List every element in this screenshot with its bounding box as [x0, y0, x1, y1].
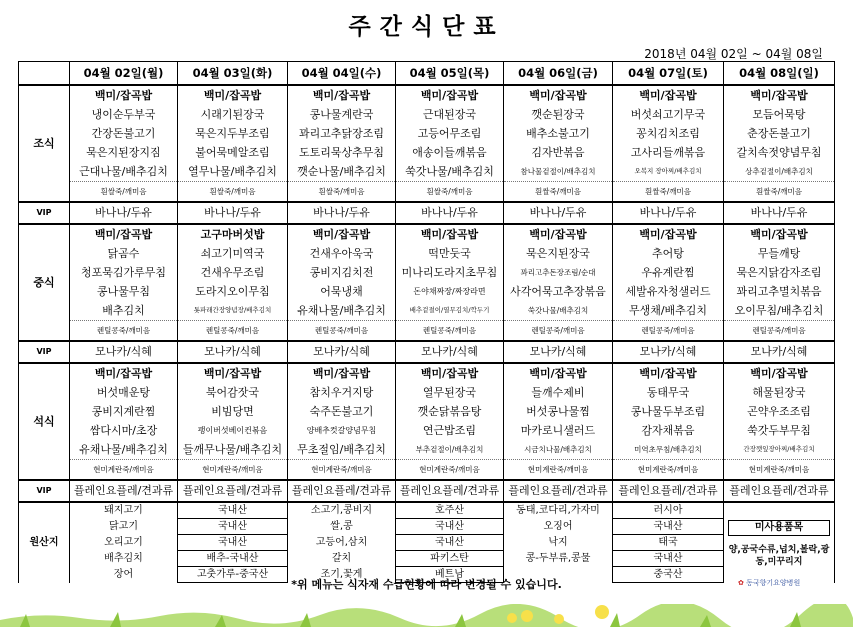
hospital-logo	[738, 578, 800, 588]
menu-item: 닭곰수	[70, 244, 178, 263]
origin-item: 콩-두부류,콩물	[504, 551, 613, 567]
menu-item: 미나리도라지초무침	[396, 263, 504, 282]
notice-text: *위 메뉴는 식자재 수급현황에 따라 변경될 수 있습니다.	[291, 578, 562, 591]
origin-item: 갈치	[288, 551, 396, 567]
origin-item: 고등어,삼치	[288, 535, 396, 551]
origin-country: 파키스탄	[396, 551, 504, 567]
origin-country: 국내산	[178, 535, 288, 551]
hospital-name: 동국향기요양병원	[746, 579, 801, 587]
menu-item: 고등어무조림	[396, 124, 504, 143]
menu-item: 무초절임/배추김치	[288, 440, 396, 460]
menu-item: 쌈다시마/초장	[70, 421, 178, 440]
vip-item: 모나카/식혜	[70, 341, 178, 363]
origin-country: 국내산	[613, 519, 724, 535]
menu-row	[19, 182, 835, 203]
menu-item: 현미계란죽/깨미음	[504, 460, 613, 481]
origin-country: 국내산	[178, 519, 288, 535]
menu-item: 김자반볶음	[504, 143, 613, 162]
menu-item: 참치우거지탕	[288, 383, 396, 402]
menu-item: 흰쌀죽/깨미음	[70, 182, 178, 203]
menu-item: 콩나물계란국	[288, 105, 396, 124]
vip-item: 바나나/두유	[613, 202, 724, 224]
vip-label: VIP	[19, 341, 70, 363]
menu-item: 콩나물두부조림	[613, 402, 724, 421]
vip-row	[19, 480, 835, 502]
origin-item: 조기,꽃게	[288, 567, 396, 583]
menu-item: 오복지 장아찌/배추김치	[613, 162, 724, 182]
menu-item: 고구마버섯밥	[178, 224, 288, 244]
vip-item: 바나나/두유	[70, 202, 178, 224]
menu-row	[19, 244, 835, 263]
menu-item: 현미계란죽/깨미음	[178, 460, 288, 481]
menu-item: 백미/잡곡밥	[288, 224, 396, 244]
origin-country: 호주산	[396, 502, 504, 519]
menu-item: 건새우아욱국	[288, 244, 396, 263]
origin-item: 장어	[70, 567, 178, 583]
hospital-logo-icon: ✿	[738, 579, 744, 587]
menu-item: 추어탕	[613, 244, 724, 263]
menu-item: 깻순된장국	[504, 105, 613, 124]
vip-item: 플레인요플레/견과류	[70, 480, 178, 502]
menu-item: 유채나물/배추김치	[288, 301, 396, 321]
origin-country: 국내산	[178, 502, 288, 519]
origin-item: 소고기,콩비지	[288, 502, 396, 519]
menu-item: 콩비지김치전	[288, 263, 396, 282]
menu-item: 간장돈불고기	[70, 124, 178, 143]
menu-item: 묵은지두부조림	[178, 124, 288, 143]
menu-item: 도라지오이무침	[178, 282, 288, 301]
menu-row	[19, 421, 835, 440]
vip-item: 모나카/식혜	[178, 341, 288, 363]
menu-item: 백미/잡곡밥	[504, 224, 613, 244]
menu-item: 백미/잡곡밥	[613, 85, 724, 105]
menu-item: 상추겉절이/배추김치	[724, 162, 835, 182]
menu-item: 꽁치김치조림	[613, 124, 724, 143]
menu-item: 숙주돈불고기	[288, 402, 396, 421]
origin-item: 낙지	[504, 535, 613, 551]
menu-item: 북어감잣국	[178, 383, 288, 402]
menu-item: 렌틸콩죽/깨미음	[613, 321, 724, 342]
menu-item: 비빔당면	[178, 402, 288, 421]
menu-item: 춘장돈불고기	[724, 124, 835, 143]
origin-country: 국내산	[396, 535, 504, 551]
menu-item: 마카로니샐러드	[504, 421, 613, 440]
menu-item: 들깨무나물/배추김치	[178, 440, 288, 460]
unused-items-header: 미사용품목	[728, 520, 830, 536]
vip-label: VIP	[19, 202, 70, 224]
menu-item: 참나물겉절이/배추김치	[504, 162, 613, 182]
day-header: 04월 08일(일)	[724, 62, 835, 86]
vip-item: 모나카/식혜	[504, 341, 613, 363]
menu-item: 흰쌀죽/깨미음	[288, 182, 396, 203]
menu-item: 묵은지닭감자조림	[724, 263, 835, 282]
menu-item: 깻순나물/배추김치	[288, 162, 396, 182]
menu-row	[19, 282, 835, 301]
menu-item: 불어묵메알조림	[178, 143, 288, 162]
menu-item: 백미/잡곡밥	[70, 363, 178, 383]
menu-item: 쇠고기미역국	[178, 244, 288, 263]
menu-item: 돈야채짜장/짜장라면	[396, 282, 504, 301]
menu-item: 해물된장국	[724, 383, 835, 402]
menu-item: 백미/잡곡밥	[70, 85, 178, 105]
menu-item: 흰쌀죽/깨미음	[613, 182, 724, 203]
menu-row	[19, 440, 835, 460]
meal-label: 중식	[19, 224, 70, 341]
menu-item: 동태무국	[613, 383, 724, 402]
vip-item: 바나나/두유	[178, 202, 288, 224]
menu-item: 렌틸콩죽/깨미음	[178, 321, 288, 342]
vip-item: 플레인요플레/견과류	[396, 480, 504, 502]
origin-country: 베트남	[396, 567, 504, 583]
menu-item: 콩비지계란찜	[70, 402, 178, 421]
meal-label: 조식	[19, 85, 70, 202]
origin-row	[19, 551, 835, 567]
menu-item: 고사리들깨볶음	[613, 143, 724, 162]
menu-item: 백미/잡곡밥	[288, 363, 396, 383]
menu-item: 백미/잡곡밥	[396, 363, 504, 383]
menu-item: 백미/잡곡밥	[70, 224, 178, 244]
menu-item: 팽이버섯베이컨볶음	[178, 421, 288, 440]
origin-country: 러시아	[613, 502, 724, 519]
menu-item: 렌틸콩죽/깨미음	[70, 321, 178, 342]
menu-item: 백미/잡곡밥	[724, 224, 835, 244]
menu-item: 근대나물/배추김치	[70, 162, 178, 182]
menu-row	[19, 85, 835, 105]
origin-country: 배추-국내산	[178, 551, 288, 567]
menu-item: 모듬어묵탕	[724, 105, 835, 124]
vip-item: 바나나/두유	[288, 202, 396, 224]
menu-item: 무생채/배추김치	[613, 301, 724, 321]
menu-item: 도토리묵상추무침	[288, 143, 396, 162]
menu-item: 근대된장국	[396, 105, 504, 124]
day-header: 04월 06일(금)	[504, 62, 613, 86]
menu-item: 현미계란죽/깨미음	[396, 460, 504, 481]
origin-item: 오리고기	[70, 535, 178, 551]
menu-item: 쑥갓두부무침	[724, 421, 835, 440]
weekly-menu-table	[18, 61, 835, 583]
menu-item: 감자채볶음	[613, 421, 724, 440]
origin-item: 닭고기	[70, 519, 178, 535]
menu-row	[19, 383, 835, 402]
vip-label: VIP	[19, 480, 70, 502]
vip-item: 바나나/두유	[724, 202, 835, 224]
menu-item: 현미계란죽/깨미음	[288, 460, 396, 481]
origin-row	[19, 519, 835, 535]
menu-item: 렌틸콩죽/깨미음	[504, 321, 613, 342]
menu-item: 백미/잡곡밥	[288, 85, 396, 105]
menu-item: 백미/잡곡밥	[613, 363, 724, 383]
unused-items-box	[724, 502, 835, 583]
origin-item: 배추김치	[70, 551, 178, 567]
menu-item: 백미/잡곡밥	[504, 363, 613, 383]
menu-item: 백미/잡곡밥	[613, 224, 724, 244]
menu-item: 백미/잡곡밥	[178, 85, 288, 105]
grass-decoration	[0, 604, 853, 627]
menu-row	[19, 460, 835, 481]
menu-item: 시래기된장국	[178, 105, 288, 124]
day-header: 04월 04일(수)	[288, 62, 396, 86]
menu-item: 시금치나물/배추김치	[504, 440, 613, 460]
menu-item: 톳파래간장양념장/배추김치	[178, 301, 288, 321]
vip-item: 바나나/두유	[504, 202, 613, 224]
menu-item: 열무나물/배추김치	[178, 162, 288, 182]
menu-item: 어묵냉채	[288, 282, 396, 301]
menu-item: 현미계란죽/깨미음	[724, 460, 835, 481]
menu-item: 세발유자청샐러드	[613, 282, 724, 301]
menu-item: 냉이순두부국	[70, 105, 178, 124]
menu-item: 백미/잡곡밥	[724, 85, 835, 105]
menu-item: 렌틸콩죽/깨미음	[288, 321, 396, 342]
menu-item: 무들깨탕	[724, 244, 835, 263]
menu-item: 곤약우조조림	[724, 402, 835, 421]
menu-item: 흰쌀죽/깨미음	[396, 182, 504, 203]
menu-item: 청포묵김가루무침	[70, 263, 178, 282]
origin-country: 고춧가루-중국산	[178, 567, 288, 583]
menu-item: 건새우무조림	[178, 263, 288, 282]
menu-item: 버섯매운탕	[70, 383, 178, 402]
menu-item: 쑥갓나물/배추김치	[396, 162, 504, 182]
menu-item: 깻순닭볶음탕	[396, 402, 504, 421]
vip-item: 모나카/식혜	[396, 341, 504, 363]
origin-row	[19, 535, 835, 551]
menu-item: 백미/잡곡밥	[504, 85, 613, 105]
menu-item: 꽈리고추멸치볶음	[724, 282, 835, 301]
menu-row	[19, 363, 835, 383]
menu-item: 갈치속젓양념무침	[724, 143, 835, 162]
menu-item: 흰쌀죽/깨미음	[504, 182, 613, 203]
menu-item: 오이무침/배추김치	[724, 301, 835, 321]
menu-row	[19, 143, 835, 162]
menu-item: 열무된장국	[396, 383, 504, 402]
vip-row	[19, 202, 835, 224]
origin-country: 중국산	[613, 567, 724, 583]
menu-item: 현미계란죽/깨미음	[70, 460, 178, 481]
origin-country: 태국	[613, 535, 724, 551]
day-header: 04월 03일(화)	[178, 62, 288, 86]
menu-item: 백미/잡곡밥	[396, 85, 504, 105]
menu-item: 우유계란찜	[613, 263, 724, 282]
origin-country: 국내산	[613, 551, 724, 567]
vip-item: 모나카/식혜	[613, 341, 724, 363]
corner-cell	[19, 62, 70, 86]
menu-item: 쑥갓나물/배추김치	[504, 301, 613, 321]
vip-item: 바나나/두유	[396, 202, 504, 224]
origin-country: 국내산	[396, 519, 504, 535]
vip-row	[19, 341, 835, 363]
menu-item: 미역초무침/배추김치	[613, 440, 724, 460]
origin-item: 돼지고기	[70, 502, 178, 519]
menu-item: 렌틸콩죽/깨미음	[396, 321, 504, 342]
origin-item: 오징어	[504, 519, 613, 535]
menu-item: 배추소불고기	[504, 124, 613, 143]
menu-item: 백미/잡곡밥	[178, 363, 288, 383]
menu-item: 묵은지된장지짐	[70, 143, 178, 162]
menu-item: 버섯쇠고기무국	[613, 105, 724, 124]
menu-item: 간장깻잎장아찌/배추김치	[724, 440, 835, 460]
origin-item: 동태,코다리,가자미	[504, 502, 613, 519]
day-header: 04월 07일(토)	[613, 62, 724, 86]
menu-item: 연근밥조림	[396, 421, 504, 440]
menu-item: 배추겉절이/열무김치/깍두기	[396, 301, 504, 321]
vip-item: 모나카/식혜	[724, 341, 835, 363]
menu-item: 흰쌀죽/깨미음	[178, 182, 288, 203]
vip-item: 플레인요플레/견과류	[504, 480, 613, 502]
day-header-row	[19, 62, 835, 86]
menu-row	[19, 105, 835, 124]
vip-item: 플레인요플레/견과류	[724, 480, 835, 502]
menu-row	[19, 124, 835, 143]
menu-item: 양배추컷갈양념무침	[288, 421, 396, 440]
day-header: 04월 02일(월)	[70, 62, 178, 86]
menu-item: 사각어묵고추장볶음	[504, 282, 613, 301]
menu-row	[19, 162, 835, 182]
menu-item: 유채나물/배추김치	[70, 440, 178, 460]
unused-items-list: 양,공국수류,넙치,볼락,광동,미꾸리지	[728, 544, 830, 567]
menu-item: 백미/잡곡밥	[724, 363, 835, 383]
page-title: 주간식단표	[348, 14, 505, 40]
menu-item: 꽈리고추돈장조림/순대	[504, 263, 613, 282]
menu-item: 백미/잡곡밥	[396, 224, 504, 244]
origin-row	[19, 502, 835, 519]
menu-item: 떡만둣국	[396, 244, 504, 263]
vip-item: 모나카/식혜	[288, 341, 396, 363]
menu-item: 콩나물무침	[70, 282, 178, 301]
meal-label: 석식	[19, 363, 70, 480]
vip-item: 플레인요플레/견과류	[178, 480, 288, 502]
menu-row	[19, 321, 835, 342]
menu-item: 렌틸콩죽/깨미음	[724, 321, 835, 342]
menu-item: 묵은지된장국	[504, 244, 613, 263]
menu-item: 애송이들깨볶음	[396, 143, 504, 162]
menu-period: 2018년 04월 02일 ~ 04월 08일	[644, 47, 823, 61]
menu-row	[19, 402, 835, 421]
menu-row	[19, 301, 835, 321]
menu-item: 부추겉절이/배추김치	[396, 440, 504, 460]
menu-item: 버섯콩나물찜	[504, 402, 613, 421]
vip-item: 플레인요플레/견과류	[288, 480, 396, 502]
menu-row	[19, 224, 835, 244]
menu-item: 흰쌀죽/깨미음	[724, 182, 835, 203]
origin-label: 원산지	[19, 502, 70, 583]
menu-item: 현미계란죽/깨미음	[613, 460, 724, 481]
origin-item: 쌀,콩	[288, 519, 396, 535]
vip-item: 플레인요플레/견과류	[613, 480, 724, 502]
menu-item: 들깨수제비	[504, 383, 613, 402]
menu-row	[19, 263, 835, 282]
menu-item: 배추김치	[70, 301, 178, 321]
day-header: 04월 05일(목)	[396, 62, 504, 86]
menu-item: 꽈리고추닭장조림	[288, 124, 396, 143]
